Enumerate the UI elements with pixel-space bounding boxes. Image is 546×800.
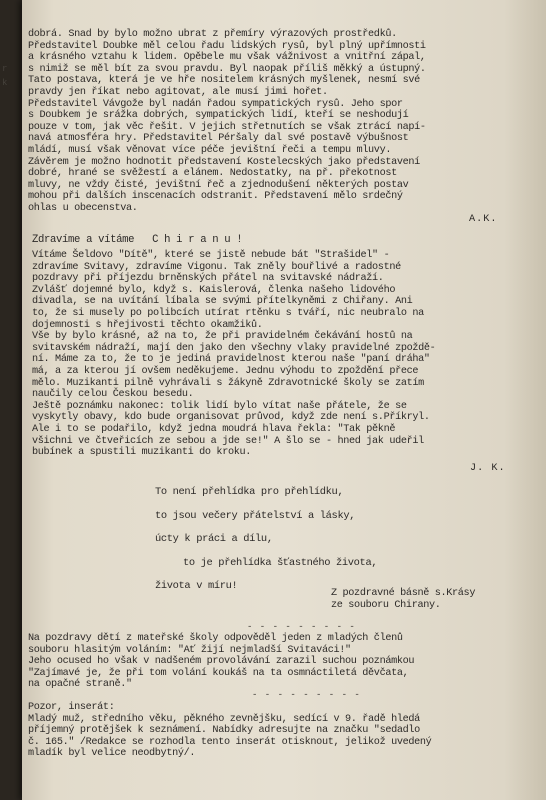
text-line: svitavském nádraží, mají den jako den všechny vlaky pravidelné zpoždě-: [32, 342, 436, 354]
poem-verse: [155, 487, 377, 605]
text-line: divadla, se na uvítání líbala se svými přítelkyněmi z Chiřany. Ani: [32, 296, 413, 308]
poem-line: to jsou večery přátelství a lásky,: [155, 509, 356, 522]
text-line: navá atmosféra hry. Představitel Péršaly dal své postavě výbušnost: [28, 133, 409, 145]
poem-attribution: [331, 588, 475, 611]
poem-line: to je přehlídka šťastného života,: [183, 556, 378, 569]
greeting-paragraph: [32, 250, 435, 459]
margin-mark: r k: [2, 64, 8, 88]
text-line: pozdravy při příjezdu brněnských přátel na svitavské nádraží.: [32, 273, 384, 285]
text-line: "Zajímavé je, že při tom volání koukáš na ta osmnáctiletá děvčata,: [28, 667, 409, 679]
review-paragraph: [28, 29, 426, 215]
text-line: s nimiž se měl bít za svou pravdu. Byl naopak příliš měkký a ústupný.: [28, 63, 426, 75]
text-line: Ještě poznámku nakonec: tolik lidí bylo vítat naše přátele, že se: [32, 400, 407, 412]
text-line: Zvlášť dojemné bylo, když s. Kaislerová, členka našeho lidového: [32, 284, 396, 296]
text-line: Představitel Vávgože byl nadán řadou sympatických rysů. Jeho spor: [28, 98, 403, 110]
text-line: zdravíme Svitavy, zdravíme Vigonu. Tak zněly bouřlivé a radostné: [32, 261, 401, 273]
text-line: to, že si musely po polibcích utírat rtěnku s tváří, nic neubralo na: [32, 307, 424, 319]
text-line: Mladý muž, středního věku, pěkného zevnějšku, sedící v 9. řadě hledá: [28, 713, 420, 725]
text-line: bubínek a spustili muzikanti do kroku.: [32, 447, 252, 459]
text-line: mládí, musí však věnovat více péče jevištní řeči a tempu mluvy.: [28, 144, 392, 156]
typewritten-page: [2, 0, 546, 800]
separator-2: - - - - - - - - -: [252, 690, 361, 700]
text-line: Jeho ocused ho však v nadšeném provolávání zarazil suchou poznámkou: [28, 656, 415, 668]
text-line: Vše by bylo krásné, až na to, že při pravidelném čekávání hostů na: [32, 331, 413, 343]
text-line: má, a za kterou jí ovšem neděkujeme. Jednu výhodu to zpoždění přece: [32, 365, 419, 377]
review-signature: A.K.: [469, 214, 498, 225]
anecdote-paragraph: [28, 633, 414, 691]
greeting-title: Zdravíme a vítáme C h i r a n u !: [32, 234, 243, 246]
greeting-signature: J. K.: [470, 463, 506, 474]
text-line: ohlas u obecenstva.: [28, 202, 138, 214]
text-line: dobré, hrané se svěžestí a elánem. Nedostatky, na př. překotnost: [28, 168, 397, 180]
text-line: s Doubkem je srážka dobrých, sympatických lidí, kteří se neshodují: [28, 110, 409, 122]
text-line: pouze v tom, jak věc řešit. V jejich střetnutích se však ztrácí napí-: [28, 121, 426, 133]
attribution-line: ze souboru Chirany.: [331, 599, 441, 611]
text-line: všichni ve čtveřicích ze sebou a jde se!" A šlo se - hned jak udeřil: [32, 435, 424, 447]
advert-paragraph: [28, 702, 431, 760]
text-line: Představitel Doubke měl celou řadu lidských rysů, byl plný upřímnosti: [28, 40, 426, 52]
poem-line: úcty k práci a dílu,: [155, 533, 273, 545]
text-line: Ale i to se podařilo, když jedna moudrá hlava řekla: "Tak pěkně: [32, 423, 396, 435]
attribution-line: Z pozdravné básně s.Krásy: [331, 588, 476, 599]
text-line: Vítáme Šeldovo "Dítě", které se jistě nebude bát "Strašidel" -: [32, 250, 390, 261]
text-line: vyskytly obavy, kdo bude organisovat průvod, když zde není s.Příkryl.: [32, 412, 430, 424]
text-line: mohou při dalších inscenacích odstranit. Představení mělo srdečný: [28, 191, 403, 203]
text-line: Pozor, inserát:: [28, 702, 115, 713]
text-line: příjemný protějšek k seznámení. Nabídky adresujte na značku "sedadlo: [28, 725, 420, 737]
text-line: Tato postava, která je ve hře nositelem krásných myšlenek, nesmí své: [28, 75, 420, 87]
text-line: Na pozdravy dětí z mateřské školy odpověděl jeden z mladých členů: [28, 633, 403, 644]
separator-1: - - - - - - - - -: [247, 622, 356, 632]
text-line: dojemnosti s hřejivosti těchto okamžiků.: [32, 319, 263, 331]
text-line: ní. Máme za to, že to je jediná pravidelnost kterou naše "paní dráha": [32, 354, 430, 366]
poem-line: To není přehlídka pro přehlídku,: [155, 486, 344, 498]
poem-line: života v míru!: [155, 580, 238, 592]
text-line: a krásného vztahu k lidem. Opěbele mu však vážnivost a vnitřní zápal,: [28, 52, 426, 64]
text-line: mluvy, ne vždy čisté, jevištní řeč a zjednodušení některých postav: [28, 179, 409, 191]
text-line: pravdy jen říkat nebo agitovat, ale musí jimi hořet.: [28, 86, 328, 98]
text-line: dobrá. Snad by bylo možno ubrat z přemíry výrazových prostředků.: [28, 29, 397, 40]
text-line: souboru hlasitým voláním: "Ať žijí nejmladší Svitaváci!": [28, 644, 351, 656]
text-line: naučily celou Českou besedu.: [32, 389, 194, 401]
text-line: Závěrem je možno hodnotit představení Kostelecských jako představení: [28, 156, 420, 168]
text-line: mělo. Muzikanti pilně vyhrávali s žákyně Zdravotnické školy se zatím: [32, 377, 424, 389]
text-line: č. 165." /Redakce se rozhodla tento inserát otisknout, jelikož uvedený: [28, 736, 432, 748]
text-line: na opačné straně.": [28, 679, 132, 691]
text-line: mladík byl velice neodbytný/.: [28, 748, 196, 760]
